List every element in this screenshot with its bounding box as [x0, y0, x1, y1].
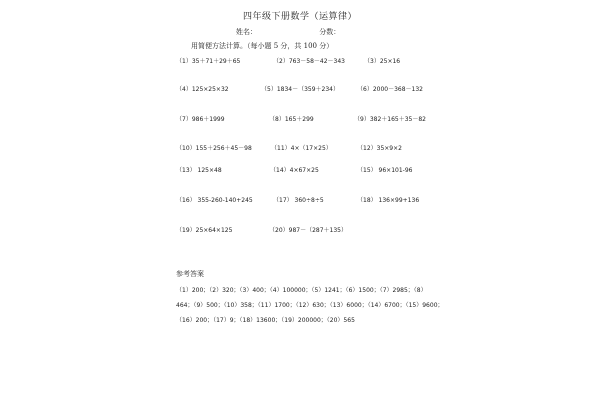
- problem-item: （19）25×64×125: [176, 227, 233, 234]
- problem-item: （14）4×67×25: [270, 167, 319, 174]
- score-label: 分数：: [319, 28, 341, 36]
- problem-item: （6）2000－368－132: [357, 86, 423, 93]
- name-label: 姓名：: [236, 28, 257, 36]
- answer-line: （16）200；（17）9；（18）13600；（19）200000；（20）565: [176, 317, 355, 324]
- answers-title: 参考答案: [176, 270, 204, 278]
- problem-item: （8）165＋299: [269, 116, 314, 123]
- student-info: [236, 27, 340, 37]
- problem-item: （3）25×16: [364, 58, 401, 65]
- problem-item: （4）125×25×32: [176, 86, 229, 93]
- problem-item: （13） 125×48: [176, 167, 222, 174]
- problem-item: （16） 355-260-140+245: [176, 197, 253, 204]
- problem-item: （2）763－58－42－343: [273, 58, 345, 65]
- problem-item: （1）35＋71＋29＋65: [176, 58, 241, 65]
- problem-item: （20）987－（287＋135）: [269, 227, 347, 234]
- problem-item: （5）1834－（359＋234）: [261, 86, 339, 93]
- answer-line: （1）200；（2）320；（3）400；（4）100000；（5）1241；（6）1500；（7）2985；（8）: [176, 287, 427, 294]
- problem-item: （18） 136×99+136: [357, 197, 420, 204]
- answer-line: 464；（9）500；（10）358；（11）1700；（12）630；（13）6000；（14）6700；（15）9600；: [176, 302, 444, 309]
- instructions: 用简便方法计算。（每小题 5 分，共 100 分）: [191, 42, 334, 50]
- problem-item: （17） 360÷8÷5: [273, 197, 324, 204]
- problem-item: （12）35×9×2: [357, 145, 402, 152]
- problem-item: （9）382＋165＋35－82: [354, 116, 426, 123]
- problem-item: （10）155＋256＋45－98: [176, 145, 252, 152]
- problem-item: （7）986＋1999: [176, 116, 225, 123]
- page-title: 四年级下册数学（运算律）: [242, 12, 357, 22]
- problem-item: （11）4×（17×25）: [271, 145, 332, 152]
- problem-item: （15） 96×101-96: [357, 167, 413, 174]
